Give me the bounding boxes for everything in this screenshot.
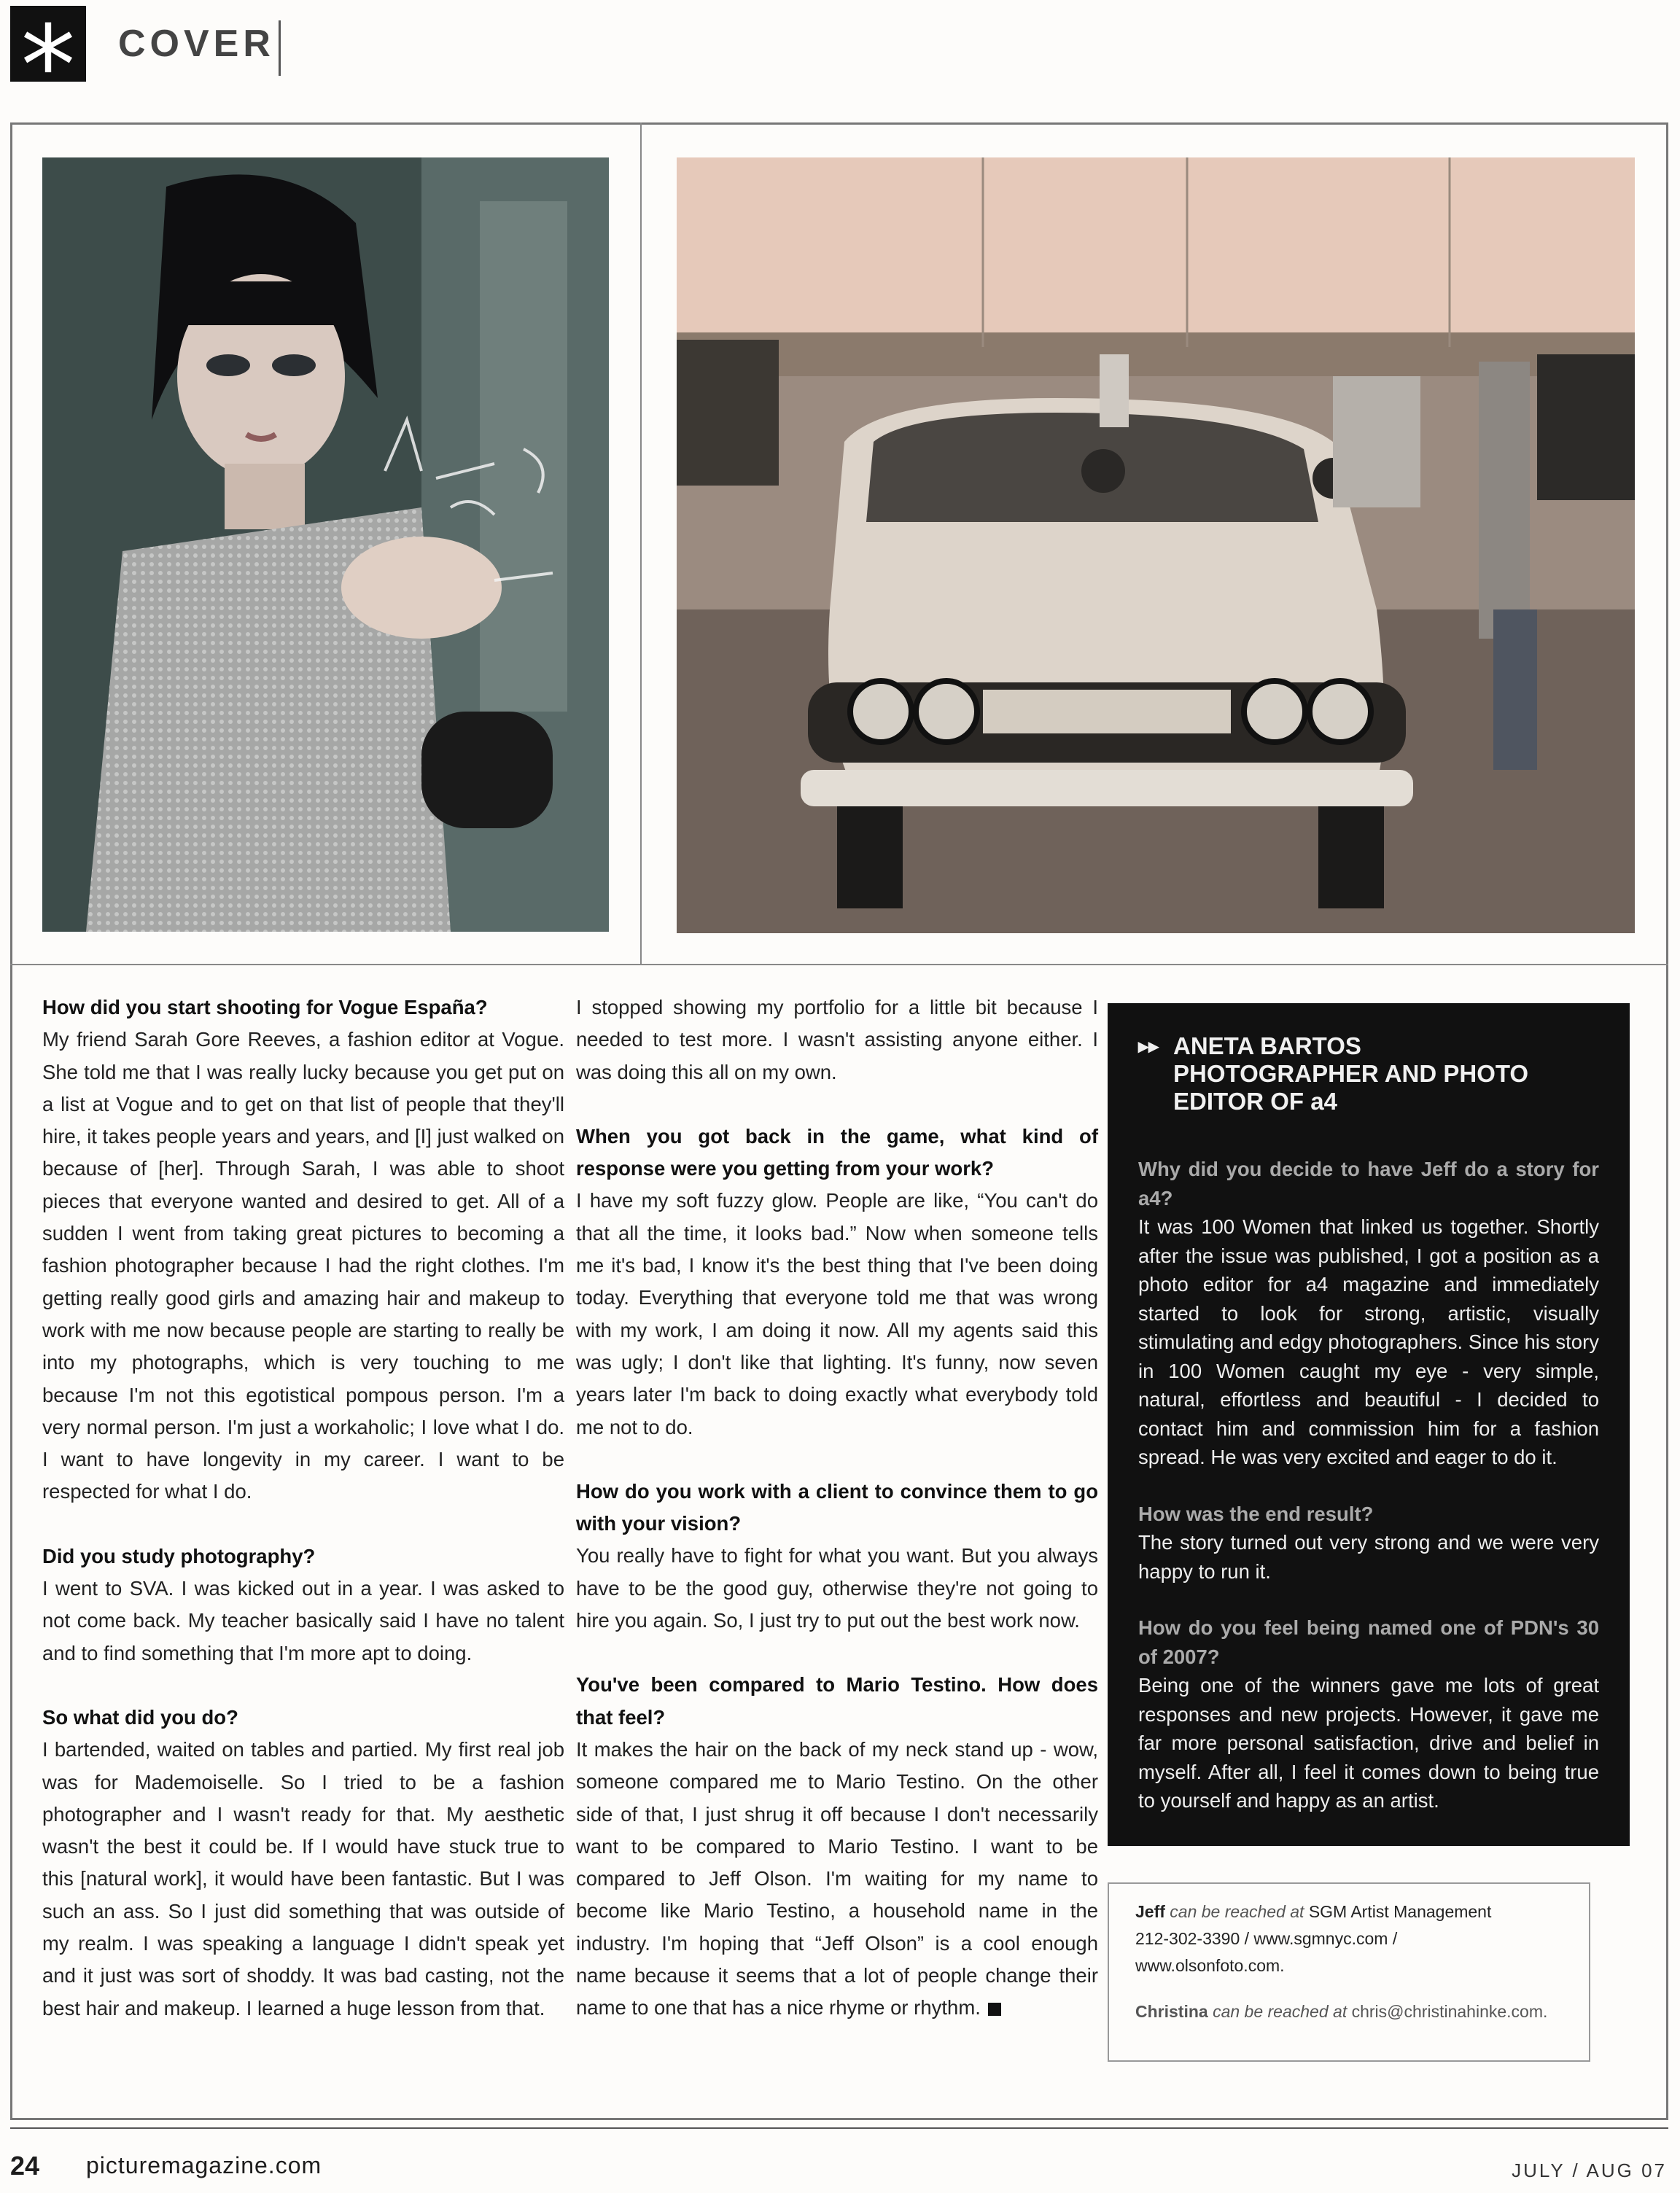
answer: I went to SVA. I was kicked out in a year. I was asked to not come back. My teacher basically said I have no talent and to find something that I'm more apt to doing. <box>42 1577 564 1664</box>
contact-jeff <box>1135 1898 1563 1925</box>
qa-block <box>576 1121 1098 1444</box>
frame-divider-vertical <box>640 122 642 965</box>
page-number: 24 <box>10 2151 40 2181</box>
sidebar-answer: It was 100 Women that linked us together. Shortly after the issue was published, I got a position as a photo editor for a4 magazine and immediately started to look for strong, artistic, visually stimulating and edgy photographers. Since his story in 100 Women caught my eye - very simple, natural, effortless and beautiful - I decided to contact him and commission him for a fashion spread. He was very excited and eager to do it. <box>1138 1215 1599 1468</box>
question: When you got back in the game, what kind of response were you getting from your work? <box>576 1124 1098 1180</box>
answer <box>576 1734 1098 2025</box>
double-arrow-icon: ▸▸ <box>1138 1035 1159 1057</box>
answer: I have my soft fuzzy glow. People are like, “You can't do that all the time, it looks bad.” Now when someone tells me it's bad, I know it's the best thing that I've been doing today. Everything that everyone told me that was wrong with my work, I am doing it now. All my agents said this was ugly; I don't like that lighting. It's funny, now seven years later I'm back to doing exactly what everybody told me not to do. <box>576 1189 1098 1438</box>
sidebar-question: Why did you decide to have Jeff do a story for a4? <box>1138 1158 1599 1210</box>
sidebar-heading-name: ANETA BARTOS <box>1173 1032 1361 1059</box>
qa-block <box>576 992 1098 1088</box>
asterisk-icon: * <box>20 6 76 82</box>
qa-block <box>576 1476 1098 1637</box>
sidebar-question: How was the end result? <box>1138 1502 1374 1525</box>
qa-block <box>42 1540 564 1670</box>
sidebar-heading-role-2: EDITOR OF a4 <box>1173 1088 1337 1115</box>
sidebar-box <box>1108 1003 1630 1846</box>
contact-jeff-agency: SGM Artist Management <box>1308 1902 1492 1921</box>
sidebar-heading <box>1138 1032 1599 1115</box>
contact-jeff-name: Jeff <box>1135 1902 1165 1921</box>
frame-divider-horizontal <box>10 964 1668 965</box>
classic-car-photo <box>677 157 1635 933</box>
qa-block <box>576 1669 1098 2024</box>
footer-site[interactable]: picturemagazine.com <box>86 2152 322 2178</box>
answer: You really have to fight for what you want. But you always have to be the good guy, otherwise they're not going to hire you again. So, I just try to put out the best work now. <box>576 1544 1098 1632</box>
contact-jeff-website[interactable]: www.olsonfoto.com. <box>1135 1956 1285 1975</box>
section-title: COVER <box>118 23 275 65</box>
sidebar-answer: The story turned out very strong and we were very happy to run it. <box>1138 1531 1599 1583</box>
question: How do you work with a client to convince them to go with your vision? <box>576 1479 1098 1535</box>
footer-divider <box>10 2127 1668 2129</box>
sidebar-question: How do you feel being named one of PDN's 30 of 2007? <box>1138 1616 1599 1668</box>
sidebar-heading-role: PHOTOGRAPHER AND PHOTO <box>1173 1060 1529 1087</box>
article-column-1 <box>42 992 564 2057</box>
answer-continued: I stopped showing my portfolio for a little bit because I needed to test more. I wasn't assisting anyone either. I was doing this all on my own. <box>576 996 1098 1083</box>
classic-car-illustration <box>677 157 1635 933</box>
question: Did you study photography? <box>42 1544 316 1567</box>
contact-christina-text: can be reached at <box>1213 2002 1348 2021</box>
answer: My friend Sarah Gore Reeves, a fashion editor at Vogue. She told me that I was really lucky because you get put on a list at Vogue and to get on that list of people that they'll hire, it takes people years and years, and [I] just walked on because of [her]. Through Sarah, I was able to shoot pieces that everyone wanted and desired to get. All of a sudden I went from taking great pictures to becoming a fashion photographer because I had the right clothes. I'm getting really good girls and amazing hair and makeup to work with me now because people are starting to really be into my photographs, which is very touching to me because I'm not this egotistical pompous person. I'm a very normal person. I'm just a workaholic; I love what I do. I want to have longevity in my career. I want to be respected for what I do. <box>42 1028 564 1503</box>
contact-jeff-text: can be reached at <box>1170 1902 1304 1921</box>
footer-issue: JULY / AUG 07 <box>1512 2159 1667 2181</box>
fashion-portrait-illustration <box>42 157 609 932</box>
qa-block <box>42 1702 564 2025</box>
section-star-logo <box>10 6 86 82</box>
qa-block <box>42 992 564 1508</box>
contact-christina-email[interactable]: chris@christinahinke.com. <box>1351 2002 1548 2021</box>
article-column-2 <box>576 992 1098 2057</box>
answer-text: It makes the hair on the back of my neck stand up - wow, someone compared me to Mario Testino. On the other side of that, I just shrug it off because I don't necessarily want to be compared to Mario Testino. I want to be compared to Jeff Olson. I'm waiting for my name to become like Mario Testino, a household name in the industry. I'm hoping that “Jeff Olson” is a cool enough name because it seems that a lot of people change their name to one that has a nice rhyme or rhythm. <box>576 1737 1098 2019</box>
question: How did you start shooting for Vogue España? <box>42 996 488 1018</box>
question: You've been compared to Mario Testino. How does that feel? <box>576 1673 1098 1729</box>
answer: I bartended, waited on tables and partied. My first real job was for Mademoiselle. So I tried to be a fashion photographer and I wasn't ready for that. My aesthetic wasn't the best it could be. If I would have stuck true to this [natural work], it would have been fantastic. But I was such an ass. So I just did something that was outside of my realm. I was speaking a language I didn't speak yet and it just was sort of shoddy. It was bad casting, not the best hair and makeup. I learned a huge lesson from that. <box>42 1738 564 2019</box>
sidebar-body <box>1138 1155 1599 1815</box>
contact-christina-name: Christina <box>1135 2002 1208 2021</box>
end-mark-icon <box>988 2003 1001 2016</box>
fashion-portrait-photo <box>42 157 609 932</box>
contact-christina <box>1135 1998 1563 2025</box>
contact-jeff-links[interactable]: 212-302-3390 / www.sgmnyc.com / <box>1135 1929 1398 1948</box>
section-header <box>10 6 448 82</box>
contact-box <box>1108 1882 1590 2062</box>
sidebar-answer: Being one of the winners gave me lots of great responses and new projects. However, it gave me far more personal satisfaction, drive and belief in myself. After all, I feel it comes down to being true to yourself and happy as an artist. <box>1138 1674 1599 1812</box>
question: So what did you do? <box>42 1705 238 1729</box>
header-divider <box>279 20 281 76</box>
